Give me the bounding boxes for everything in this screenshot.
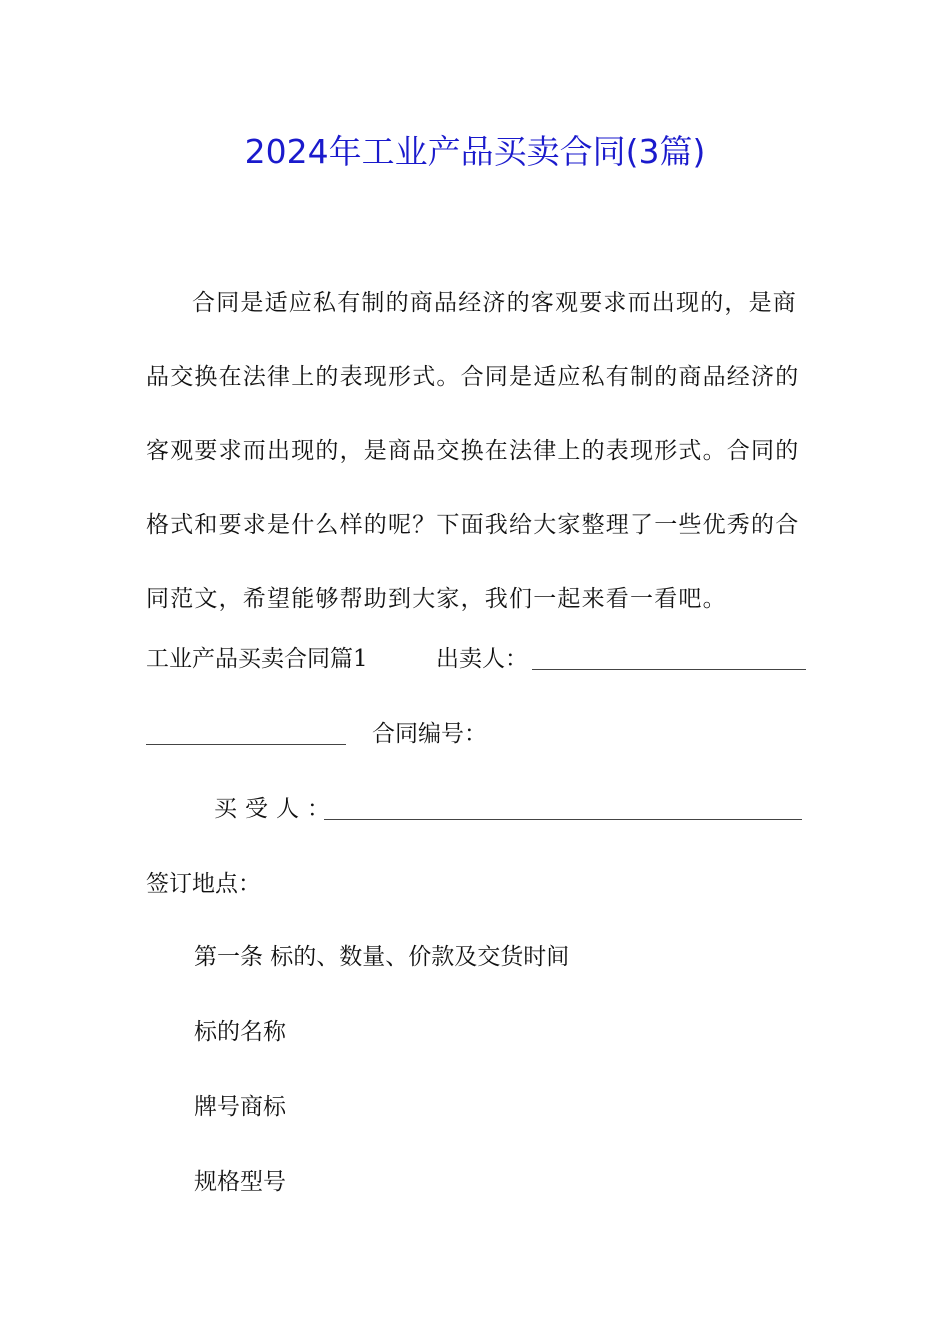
section-heading: 工业产品买卖合同篇1 [146,646,368,672]
intro-text: 合同是适应私有制的商品经济的客观要求而出现的，是商品交换在法律上的表现形式。合同是适应私有制的商品经济的客观要求而出现的，是商品交换在法律上的表现形式。合同的格式和要求是什么样的呢？下面我给大家整理了一些优秀的合同范文，希望能够帮助到大家，我们一起来看一看吧。 [146,290,800,612]
item-brand-trademark: 牌号商标 [194,1094,286,1120]
signing-place-label: 签订地点： [146,871,261,897]
buyer-label: 买受人： [214,796,338,822]
article-1-heading: 第一条 标的、数量、价款及交货时间 [194,944,570,970]
seller-blank-continued [146,744,346,745]
item-subject-name: 标的名称 [194,1019,286,1045]
document-title: 2024年工业产品买卖合同(3篇) [244,132,706,171]
seller-blank [532,669,806,670]
item-model-spec: 规格型号 [194,1169,286,1195]
buyer-blank [324,819,802,820]
intro-paragraph [146,266,806,636]
seller-label: 出卖人： [436,646,528,672]
contract-number-label: 合同编号： [372,721,487,747]
